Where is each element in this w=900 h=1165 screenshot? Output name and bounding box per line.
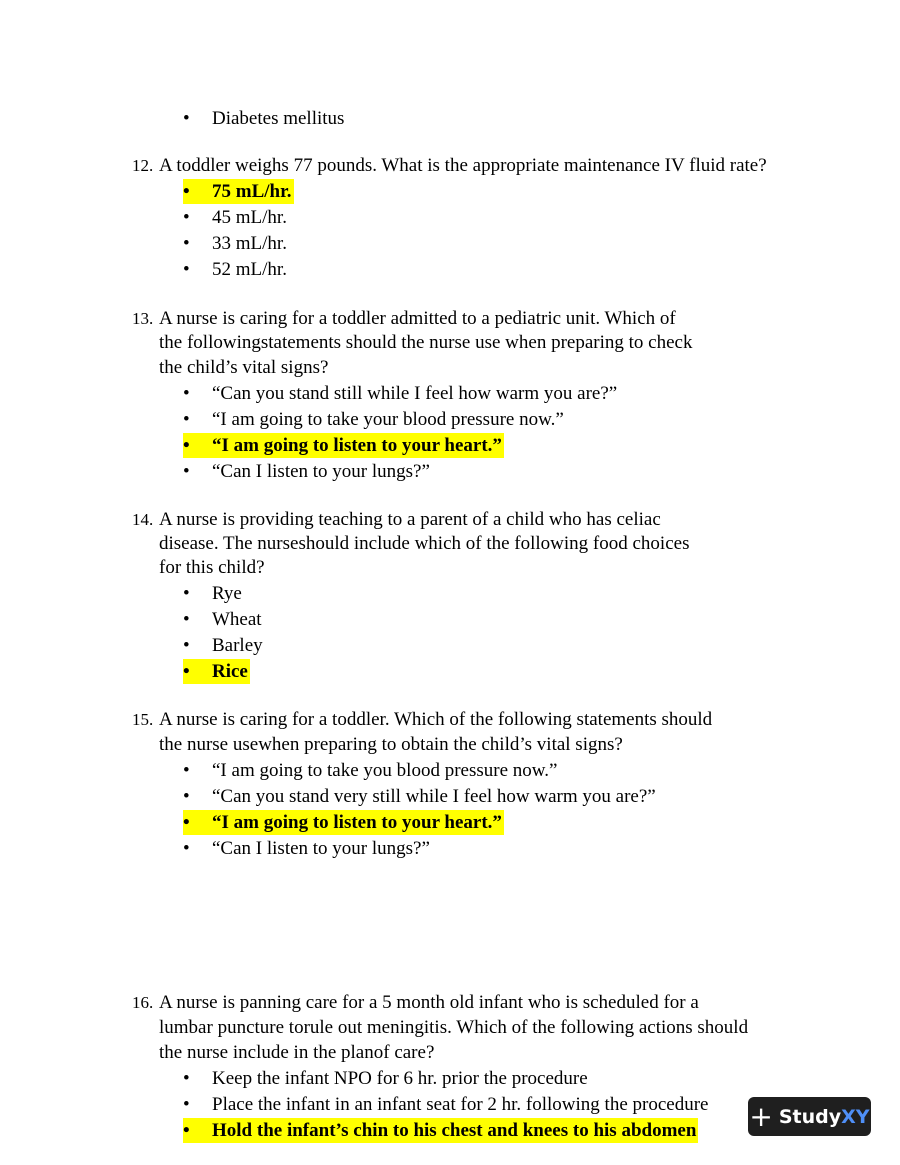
- option-item: • Rye: [183, 583, 242, 604]
- logo-text-xy: XY: [841, 1105, 870, 1128]
- bullet: •: [183, 635, 190, 656]
- option-item: • 52 mL/hr.: [183, 259, 287, 280]
- option-item: • Keep the infant NPO for 6 hr. prior the procedure: [183, 1068, 588, 1089]
- correct-option: • Rice: [183, 661, 248, 682]
- option-item: • “Can I listen to your lungs?”: [183, 838, 430, 859]
- question-text: A nurse is caring for a toddler admitted to a pediatric unit. Which of: [159, 308, 676, 329]
- question-text: disease. The nurseshould include which of the following food choices: [159, 533, 690, 554]
- correct-option: • “I am going to listen to your heart.”: [183, 435, 502, 456]
- bullet: •: [183, 207, 190, 228]
- studyxy-logo[interactable]: [748, 1097, 871, 1136]
- bullet: •: [183, 259, 190, 280]
- question-text: A nurse is panning care for a 5 month old infant who is scheduled for a: [159, 992, 699, 1013]
- bullet: •: [183, 181, 190, 202]
- option-item: • “I am going to take your blood pressure now.”: [183, 409, 564, 430]
- bullet: •: [183, 1068, 190, 1089]
- bullet: •: [183, 786, 190, 807]
- bullet: •: [183, 409, 190, 430]
- bullet: •: [183, 609, 190, 630]
- bullet: •: [183, 760, 190, 781]
- question-text: the followingstatements should the nurse use when preparing to check: [159, 332, 693, 353]
- correct-option: • “I am going to listen to your heart.”: [183, 812, 502, 833]
- question-text: A nurse is caring for a toddler. Which of the following statements should: [159, 709, 713, 730]
- question-number: 16.: [132, 993, 154, 1012]
- bullet: •: [183, 461, 190, 482]
- bullet: •: [183, 812, 190, 833]
- option-item: • Wheat: [183, 609, 262, 630]
- plus-icon: +: [749, 1099, 773, 1133]
- option-item: • “I am going to take you blood pressure now.”: [183, 760, 558, 781]
- bullet: •: [183, 435, 190, 456]
- bullet: •: [183, 233, 190, 254]
- option-item: • 45 mL/hr.: [183, 207, 287, 228]
- question-text: A nurse is providing teaching to a parent of a child who has celiac: [159, 509, 661, 530]
- bullet: •: [183, 838, 190, 859]
- question-number: 15.: [132, 710, 154, 729]
- question-text: the child’s vital signs?: [159, 357, 329, 378]
- question-text: the nurse include in the planof care?: [159, 1042, 435, 1063]
- question-number: 12.: [132, 156, 154, 175]
- correct-option: • 75 mL/hr.: [183, 181, 292, 202]
- question-number: 13.: [132, 309, 154, 328]
- logo-text-study: Study: [778, 1105, 842, 1128]
- correct-option: • Hold the infant’s chin to his chest and knees to his abdomen: [183, 1120, 697, 1141]
- question-text: the nurse usewhen preparing to obtain the child’s vital signs?: [159, 734, 623, 755]
- option-item: • “Can you stand very still while I feel how warm you are?”: [183, 786, 656, 807]
- bullet: •: [183, 383, 190, 404]
- bullet: •: [183, 661, 190, 682]
- question-text: A toddler weighs 77 pounds. What is the appropriate maintenance IV fluid rate?: [159, 155, 767, 176]
- question-text: for this child?: [159, 557, 265, 578]
- bullet: •: [183, 1094, 190, 1115]
- bullet: •: [183, 1120, 190, 1141]
- option-item: • “Can I listen to your lungs?”: [183, 461, 430, 482]
- option-item: • “Can you stand still while I feel how warm you are?”: [183, 383, 618, 404]
- question-number: 14.: [132, 510, 154, 529]
- bullet: •: [183, 583, 190, 604]
- question-text: lumbar puncture torule out meningitis. Which of the following actions should: [159, 1017, 749, 1038]
- option-item: • Place the infant in an infant seat for 2 hr. following the procedure: [183, 1094, 709, 1115]
- bullet: •: [183, 108, 190, 129]
- option-item: • 33 mL/hr.: [183, 233, 287, 254]
- option-item: • Diabetes mellitus: [183, 108, 345, 129]
- option-item: • Barley: [183, 635, 263, 656]
